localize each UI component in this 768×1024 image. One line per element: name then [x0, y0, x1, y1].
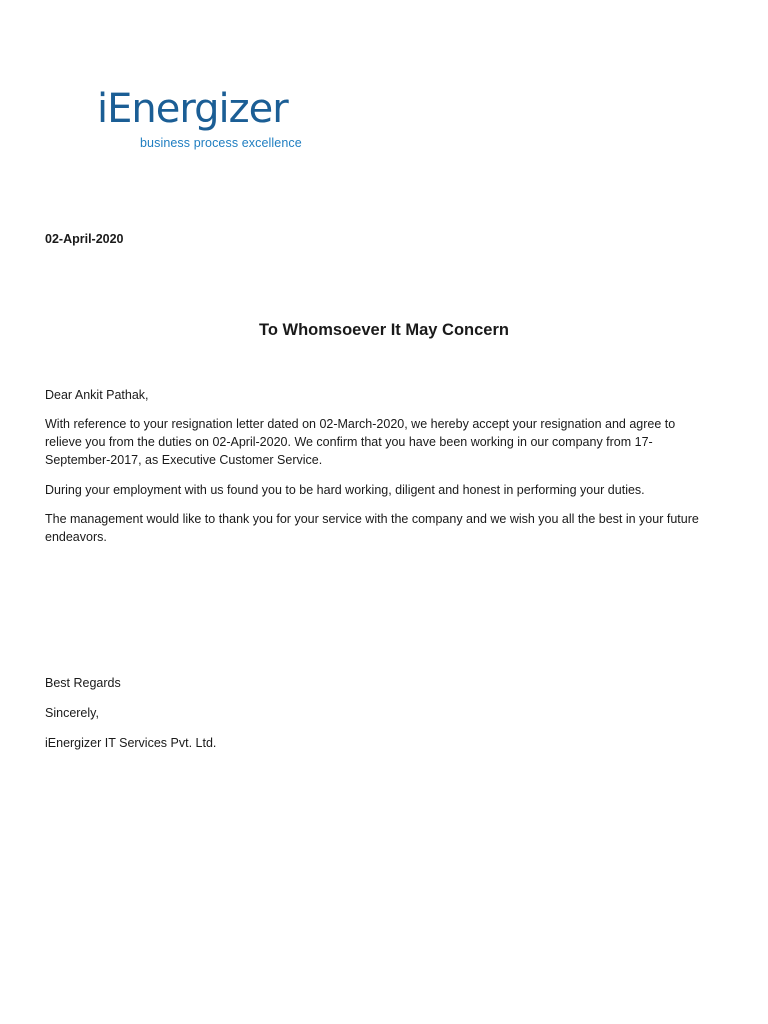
- letter-title: To Whomsoever It May Concern: [259, 321, 509, 339]
- closing-regards: Best Regards: [45, 676, 121, 690]
- paragraph-resignation: [45, 415, 725, 469]
- company-signature: iEnergizer IT Services Pvt. Ltd.: [45, 736, 217, 750]
- paragraph-line: September-2017, as Executive Customer Service.: [45, 453, 323, 467]
- paragraph-line: The management would like to thank you for your service with the company and we wish you all the best in your future: [45, 512, 699, 526]
- paragraph-line: With reference to your resignation letter dated on 02-March-2020, we hereby accept your resignation and agree to: [45, 417, 676, 431]
- letter-date: 02-April-2020: [45, 232, 124, 246]
- logo-wordmark: iEnergizer: [97, 86, 288, 132]
- paragraph-line: endeavors.: [45, 530, 107, 544]
- logo-tagline: business process excellence: [140, 136, 302, 150]
- paragraph-line: relieve you from the duties on 02-April-2020. We confirm that you have been working in our company from 17-: [45, 435, 653, 449]
- paragraph-employment: During your employment with us found you to be hard working, diligent and honest in performing your duties.: [45, 483, 645, 497]
- sign-off: Sincerely,: [45, 706, 99, 720]
- paragraph-thanks: [45, 510, 725, 546]
- company-logo: [97, 86, 317, 156]
- salutation: Dear Ankit Pathak,: [45, 388, 149, 402]
